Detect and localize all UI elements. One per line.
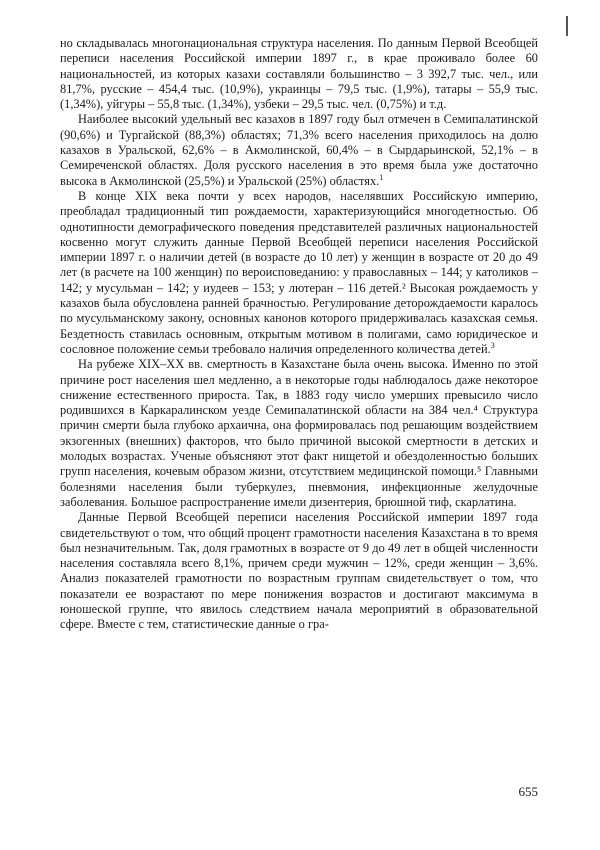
paragraph-5: Данные Первой Всеобщей переписи населения Российской империи 1897 года свидетельствуют о том, что общий процент грамотности населения Казахстана в то время был незначительным. Так, доля грамотных в возрасте от 9 до 49 лет в общей численности населения составляла всего 8,1%, причем среди мужчин – 12%, среди женщин – 3,6%. Анализ показателей грамотности по возрастным группам свидетельствует о том, что показатели ее возрастают по мере понижения возрастов и достигают максимума в юношеской группе, что явилось следствием начала мероприятий в образовательной сфере. Вместе с тем, статистические данные о гра-	[60, 510, 538, 632]
page-number: 655	[518, 784, 538, 799]
footnote-ref-3: 3	[490, 340, 495, 350]
paragraph-2: Наиболее высокий удельный вес казахов в 1897 году был отмечен в Семипалатинской (90,6%) и Тургайской (88,3%) областях; 71,3% всего населения приходилось на долю казахов в Уральской, 62,6% – в Акмолинской, 60,4% – в Сырдарьинской, 52,1% – в Семиреченской областях. Доля русского населения в это время была уже достаточно высока в Акмолинской (25,5%) и Уральской (25%) областях.$^1$	[60, 112, 538, 188]
paragraph-1: но складывалась многонациональная структура населения. По данным Первой Всеобщей переписи населения Российской империи 1897 г., в крае проживало более 60 национальностей, из которых казахи составляли большинство – 3 392,7 тыс. чел., или 81,7%, русские – 454,4 тыс. (10,9%), украинцы – 79,5 тыс. (1,9%), татары – 55,9 тыс. (1,34%), уйгуры – 55,8 тыс. (1,34%), узбеки – 29,5 тыс. чел. (0,75%) и т.д.	[60, 36, 538, 112]
paragraph-3: В конце XIX века почти у всех народов, населявших Российскую империю, преобладал традиционный тип рождаемости, характеризующийся многодетностью. Об однотипности демографического поведения представителей различных национальностей косвенно могут служить данные Первой Всеобщей переписи населения Российской империи 1897 г. о наличии детей (в возрасте до 10 лет) у женщин в возрасте от 20 до 49 лет (в расчете на 100 женщин) по вероисповеданию: у православных – 144; у католиков – 142; у мусульман – 142; у иудеев – 153; у лютеран – 116 детей.² Высокая рождаемость у казахов была обусловлена ранней брачностью. Регулирование деторождаемости каралось по мусульманскому закону, основных канонов которого придерживалась казахская семья. Бездетность ставилась основным, открытым мотивом в полигами, само юридическое и сословное положение семьи требовало наличия определенного количества детей.$^3$	[60, 188, 538, 356]
document-body	[60, 36, 538, 633]
margin-mark	[566, 16, 568, 36]
paragraph-4: На рубеже XIX–XX вв. смертность в Казахстане была очень высока. Именно по этой причине рост населения шел медленно, а в некоторые годы наблюдалось даже некоторое снижение естественного прироста. Так, в 1883 году число умерших превысило число родившихся в Каркаралинском уезде Семипалатинской области на 384 чел.⁴ Структура причин смерти была глубоко архаична, она формировалась под решающим воздействием экзогенных (внешних) факторов, что было причиной высокой смертности в детских и молодых возрастах. Ученые объясняют этот факт нищетой и обездоленностью больших групп населения, кочевым образом жизни, отсутствием медицинской помощи.⁵ Главными болезнями населения были туберкулез, пневмония, инфекционные желудочные заболевания. Большое распространение имели дизентерия, брюшной тиф, скарлатина.	[60, 357, 538, 509]
footnote-ref-1: 1	[379, 172, 384, 182]
